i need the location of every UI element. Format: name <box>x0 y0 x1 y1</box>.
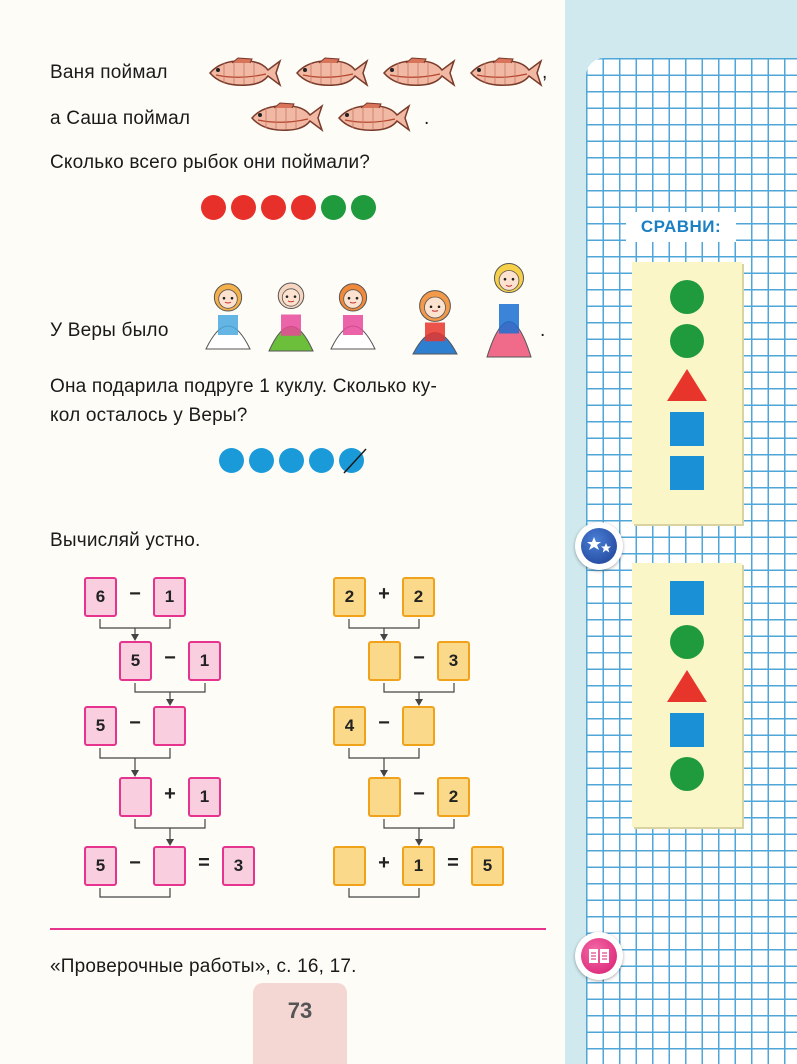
op-left-r5: − <box>129 852 141 874</box>
workbook-reference: «Проверочные работы», с. 16, 17. <box>50 956 357 977</box>
compare-title: СРАВНИ: <box>626 212 736 242</box>
triangle-shape <box>667 369 707 401</box>
eq-left: = <box>198 852 210 874</box>
op-left-r3: − <box>129 712 141 734</box>
box-right-result: 5 <box>471 846 504 886</box>
box-left-r1-a: 6 <box>84 577 117 617</box>
op-left-r4: + <box>164 783 176 805</box>
stars-icon <box>575 522 623 570</box>
circle-shape <box>670 757 704 791</box>
circle-shape <box>670 625 704 659</box>
box-left-r4-b: 1 <box>188 777 221 817</box>
box-left-r2-a: 5 <box>119 641 152 681</box>
box-right-r5-b: 1 <box>402 846 435 886</box>
page-number: 73 <box>253 983 347 1064</box>
exercise-title: Вычисляй устно. <box>50 530 201 551</box>
box-left-r3-a: 5 <box>84 706 117 746</box>
op-right-r1: + <box>378 583 390 605</box>
box-right-r1-a: 2 <box>333 577 366 617</box>
problem1-line2: а Саша поймал <box>50 108 191 129</box>
box-right-r2-b: 3 <box>437 641 470 681</box>
period-2: . <box>540 320 546 341</box>
box-left-r5-a: 5 <box>84 846 117 886</box>
problem2-text-line2: кол осталось у Веры? <box>50 405 248 426</box>
period-1: . <box>424 108 430 129</box>
square-shape <box>670 713 704 747</box>
circle-shape <box>670 280 704 314</box>
op-left-r2: − <box>164 647 176 669</box>
compare-panel-2 <box>632 563 742 827</box>
op-left-r1: − <box>129 583 141 605</box>
box-right-r1-b: 2 <box>402 577 435 617</box>
square-shape <box>670 412 704 446</box>
op-right-r5: + <box>378 852 390 874</box>
box-right-r3-a: 4 <box>333 706 366 746</box>
box-left-r1-b: 1 <box>153 577 186 617</box>
box-left-r2-b: 1 <box>188 641 221 681</box>
compare-panel-1 <box>632 262 742 524</box>
square-shape <box>670 456 704 490</box>
problem2-text-line1: Она подарила подруге 1 куклу. Сколько ку- <box>50 376 438 397</box>
problem2-line1: У Веры было <box>50 320 169 341</box>
circle-shape <box>670 324 704 358</box>
book-icon <box>575 932 623 980</box>
problem1-question: Сколько всего рыбок они поймали? <box>50 152 371 173</box>
comma: , <box>542 62 548 83</box>
triangle-shape <box>667 670 707 702</box>
eq-right: = <box>447 852 459 874</box>
op-right-r2: − <box>413 647 425 669</box>
square-shape <box>670 581 704 615</box>
op-right-r4: − <box>413 783 425 805</box>
problem1-line1: Ваня поймал <box>50 62 168 83</box>
box-right-r4-b: 2 <box>437 777 470 817</box>
op-right-r3: − <box>378 712 390 734</box>
divider-line <box>50 928 546 930</box>
box-left-result: 3 <box>222 846 255 886</box>
